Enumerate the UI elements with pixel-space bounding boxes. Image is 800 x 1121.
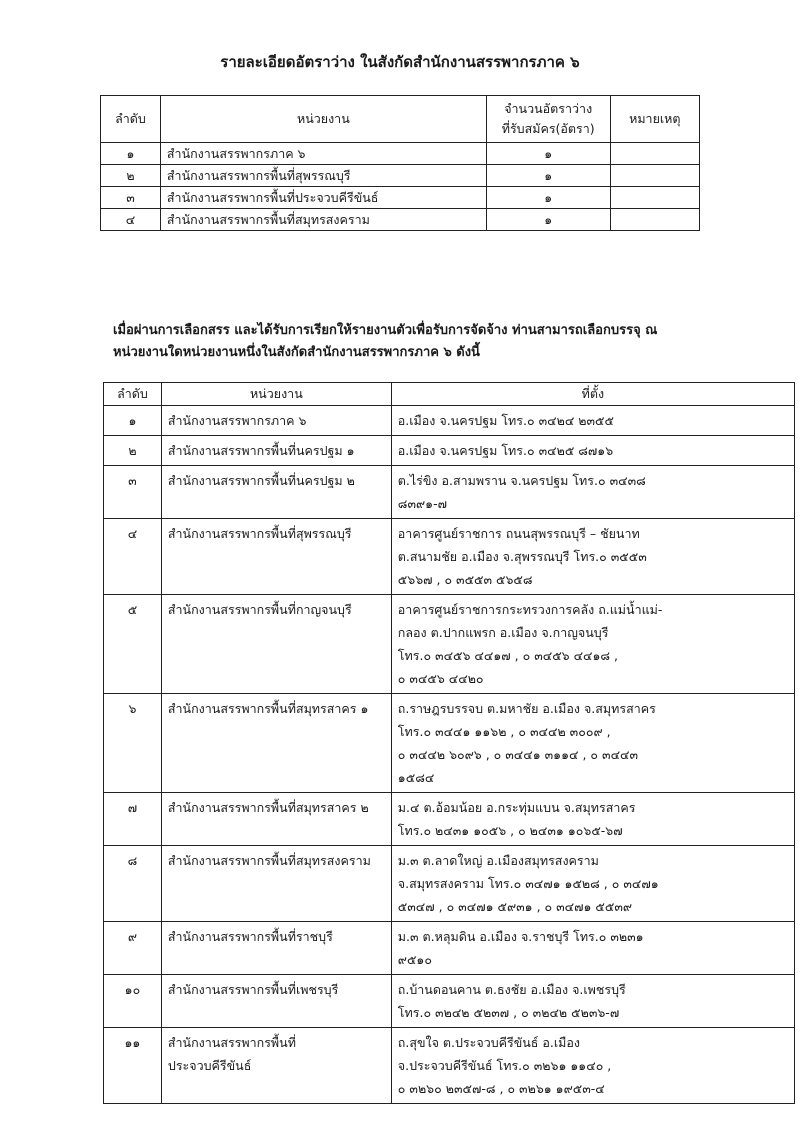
table-row <box>104 846 795 922</box>
row-unit <box>161 466 391 519</box>
location-line: ม.๓ ต.ลาดใหญ่ อ.เมืองสมุทรสงคราม <box>397 853 599 868</box>
location-line: โทร.๐ ๓๔๔๑ ๑๑๖๒ , ๐ ๓๔๔๒ ๓๐๐๙ , <box>397 724 611 739</box>
row-unit: สำนักงานสรรพากรพื้นที่สมุทรสงคราม <box>160 209 486 231</box>
row-note <box>610 187 699 209</box>
table-row <box>104 595 795 694</box>
unit-line: สำนักงานสรรพากรพื้นที่สมุทรสาคร ๑ <box>167 701 369 716</box>
row-location <box>391 595 794 694</box>
row-count: ๑ <box>486 209 610 231</box>
location-table <box>103 382 795 1104</box>
location-line: ๘๓๙๑-๗ <box>397 496 447 511</box>
header-note: หมายเหตุ <box>610 96 699 143</box>
location-line: โทร.๐ ๓๒๔๒ ๕๒๓๗ , ๐ ๓๒๔๒ ๕๒๓๖-๗ <box>397 1005 620 1020</box>
unit-line: สำนักงานสรรพากรพื้นที่นครปฐม ๒ <box>167 473 355 488</box>
location-line: ต.ไร่ขิง อ.สามพราน จ.นครปฐม โทร.๐ ๓๔๓๘ <box>397 473 646 488</box>
table-row <box>101 165 700 187</box>
row-location <box>391 793 794 846</box>
location-line: อ.เมือง จ.นครปฐม โทร.๐ ๓๔๒๔ ๒๓๕๕ <box>397 413 614 428</box>
row-location <box>391 922 794 975</box>
row-no: ๗ <box>104 793 162 846</box>
table-row <box>104 519 795 595</box>
row-count: ๑ <box>486 187 610 209</box>
row-note <box>610 165 699 187</box>
vacancy-table-header <box>101 96 700 143</box>
header-count <box>486 96 610 143</box>
location-line: ๐ ๓๒๖๐ ๒๓๕๗-๘ , ๐ ๓๒๖๑ ๑๙๕๓-๔ <box>397 1081 605 1096</box>
row-unit <box>161 846 391 922</box>
location-line: อาคารศูนย์ราชการ ถนนสุพรรณบุรี – ชัยนาท <box>397 526 640 541</box>
row-unit: สำนักงานสรรพากรภาค ๖ <box>160 143 486 165</box>
location-line: ๕๓๔๗ , ๐ ๓๔๗๑ ๕๙๓๑ , ๐ ๓๔๗๑ ๕๕๓๙ <box>397 899 633 914</box>
location-line: ม.๔ ต.อ้อมน้อย อ.กระทุ่มแบน จ.สมุทรสาคร <box>397 800 636 815</box>
row-no: ๓ <box>104 466 162 519</box>
table-row <box>101 187 700 209</box>
unit-line: สำนักงานสรรพากรพื้นที่สมุทรสงคราม <box>167 853 371 868</box>
row-no: ๑ <box>101 143 161 165</box>
row-location <box>391 466 794 519</box>
row-unit: สำนักงานสรรพากรพื้นที่ประจวบคีรีขันธ์ <box>160 187 486 209</box>
row-unit <box>161 922 391 975</box>
header-count-line2: ที่รับสมัคร(อัตรา) <box>501 121 595 136</box>
row-no: ๑ <box>104 406 162 436</box>
row-no: ๙ <box>104 922 162 975</box>
row-no: ๒ <box>104 436 162 466</box>
row-unit <box>161 519 391 595</box>
location-line: ถ.ราษฎรบรรจบ ต.มหาชัย อ.เมือง จ.สมุทรสาคร <box>397 701 656 716</box>
header-location: ที่ตั้ง <box>391 383 794 406</box>
row-unit <box>161 1028 391 1104</box>
location-line: ๐ ๓๔๔๒ ๖๐๙๖ , ๐ ๓๔๔๑ ๓๑๑๔ , ๐ ๓๔๔๓ <box>397 747 639 762</box>
location-line: ถ.บ้านดอนคาน ต.ธงชัย อ.เมือง จ.เพชรบุรี <box>397 982 626 997</box>
row-note <box>610 209 699 231</box>
location-line: กลอง ต.ปากแพรก อ.เมือง จ.กาญจนบุรี <box>397 625 609 640</box>
location-line: ม.๓ ต.หลุมดิน อ.เมือง จ.ราชบุรี โทร.๐ ๓๒๓๑ <box>397 929 644 944</box>
row-count: ๑ <box>486 165 610 187</box>
table-row <box>104 694 795 793</box>
row-note <box>610 143 699 165</box>
row-no: ๔ <box>101 209 161 231</box>
location-line: จ.สมุทรสงคราม โทร.๐ ๓๔๗๑ ๑๕๒๘ , ๐ ๓๔๗๑ <box>397 876 659 891</box>
vacancy-table <box>100 95 700 231</box>
location-line: ๙๕๑๐ <box>397 952 432 967</box>
row-unit: สำนักงานสรรพากรพื้นที่สุพรรณบุรี <box>160 165 486 187</box>
row-no: ๕ <box>104 595 162 694</box>
vacancy-table-body <box>101 143 700 231</box>
row-no: ๔ <box>104 519 162 595</box>
row-no: ๑๐ <box>104 975 162 1028</box>
unit-line: สำนักงานสรรพากรพื้นที่ราชบุรี <box>167 929 333 944</box>
header-unit: หน่วยงาน <box>160 96 486 143</box>
table-row <box>101 209 700 231</box>
table-row <box>101 143 700 165</box>
location-line: โทร.๐ ๒๔๓๑ ๑๐๕๖ , ๐ ๒๔๓๑ ๑๐๖๕-๖๗ <box>397 823 623 838</box>
table-row <box>104 406 795 436</box>
header-no: ลำดับ <box>101 96 161 143</box>
location-table-header <box>104 383 795 406</box>
table-row <box>104 975 795 1028</box>
unit-line: ประจวบคีรีขันธ์ <box>167 1058 252 1073</box>
intro-line-2: หน่วยงานใดหน่วยงานหนึ่งในสังกัดสำนักงานสรรพากรภาค ๖ ดังนี้ <box>113 345 480 360</box>
unit-line: สำนักงานสรรพากรพื้นที่สุพรรณบุรี <box>167 526 352 541</box>
row-location <box>391 846 794 922</box>
row-location <box>391 1028 794 1104</box>
row-location <box>391 436 794 466</box>
unit-line: สำนักงานสรรพากรพื้นที่เพชรบุรี <box>167 982 339 997</box>
intro-paragraph <box>113 320 793 364</box>
row-no: ๒ <box>101 165 161 187</box>
location-line: อาคารศูนย์ราชการกระทรวงการคลัง ถ.แม่น้ำแม่- <box>397 602 663 617</box>
unit-line: สำนักงานสรรพากรพื้นที่กาญจนบุรี <box>167 602 352 617</box>
location-line: ๐ ๓๔๕๖ ๔๔๒๐ <box>397 671 484 686</box>
row-no: ๓ <box>101 187 161 209</box>
document-title: รายละเอียดอัตราว่าง ในสังกัดสำนักงานสรรพากรภาค ๖ <box>220 53 580 71</box>
row-no: ๑๑ <box>104 1028 162 1104</box>
location-table-body <box>104 406 795 1104</box>
row-unit <box>161 595 391 694</box>
table-row <box>104 1028 795 1104</box>
location-line: ๑๕๘๔ <box>397 770 435 785</box>
row-no: ๖ <box>104 694 162 793</box>
intro-line-1: เมื่อผ่านการเลือกสรร และได้รับการเรียกให้รายงานตัวเพื่อรับการจัดจ้าง ท่านสามารถเลือกบรรจุ ณ <box>113 323 658 338</box>
row-unit <box>161 436 391 466</box>
table-row <box>104 436 795 466</box>
location-line: ๕๖๖๗ , ๐ ๓๕๕๓ ๕๖๕๘ <box>397 572 533 587</box>
location-line: โทร.๐ ๓๔๕๖ ๔๔๑๗ , ๐ ๓๔๕๖ ๔๔๑๘ , <box>397 648 619 663</box>
location-line: อ.เมือง จ.นครปฐม โทร.๐ ๓๔๒๕ ๘๗๑๖ <box>397 443 614 458</box>
unit-line: สำนักงานสรรพากรภาค ๖ <box>167 413 307 428</box>
header-no: ลำดับ <box>104 383 162 406</box>
header-count-line1: จำนวนอัตราว่าง <box>504 101 593 116</box>
row-unit <box>161 406 391 436</box>
row-unit <box>161 793 391 846</box>
row-location <box>391 406 794 436</box>
table-row <box>104 922 795 975</box>
row-unit <box>161 975 391 1028</box>
location-line: ถ.สุขใจ ต.ประจวบคีรีขันธ์ อ.เมือง <box>397 1035 581 1050</box>
row-location <box>391 519 794 595</box>
unit-line: สำนักงานสรรพากรพื้นที่สมุทรสาคร ๒ <box>167 800 369 815</box>
header-unit: หน่วยงาน <box>161 383 391 406</box>
unit-line: สำนักงานสรรพากรพื้นที่นครปฐม ๑ <box>167 443 355 458</box>
row-no: ๘ <box>104 846 162 922</box>
table-row <box>104 793 795 846</box>
row-location <box>391 694 794 793</box>
unit-line: สำนักงานสรรพากรพื้นที่ <box>167 1035 296 1050</box>
location-line: ต.สนามชัย อ.เมือง จ.สุพรรณบุรี โทร.๐ ๓๕๕๓ <box>397 549 647 564</box>
row-location <box>391 975 794 1028</box>
table-row <box>104 466 795 519</box>
row-count: ๑ <box>486 143 610 165</box>
location-line: จ.ประจวบคีรีขันธ์ โทร.๐ ๓๒๖๑ ๑๑๔๐ , <box>397 1058 612 1073</box>
row-unit <box>161 694 391 793</box>
